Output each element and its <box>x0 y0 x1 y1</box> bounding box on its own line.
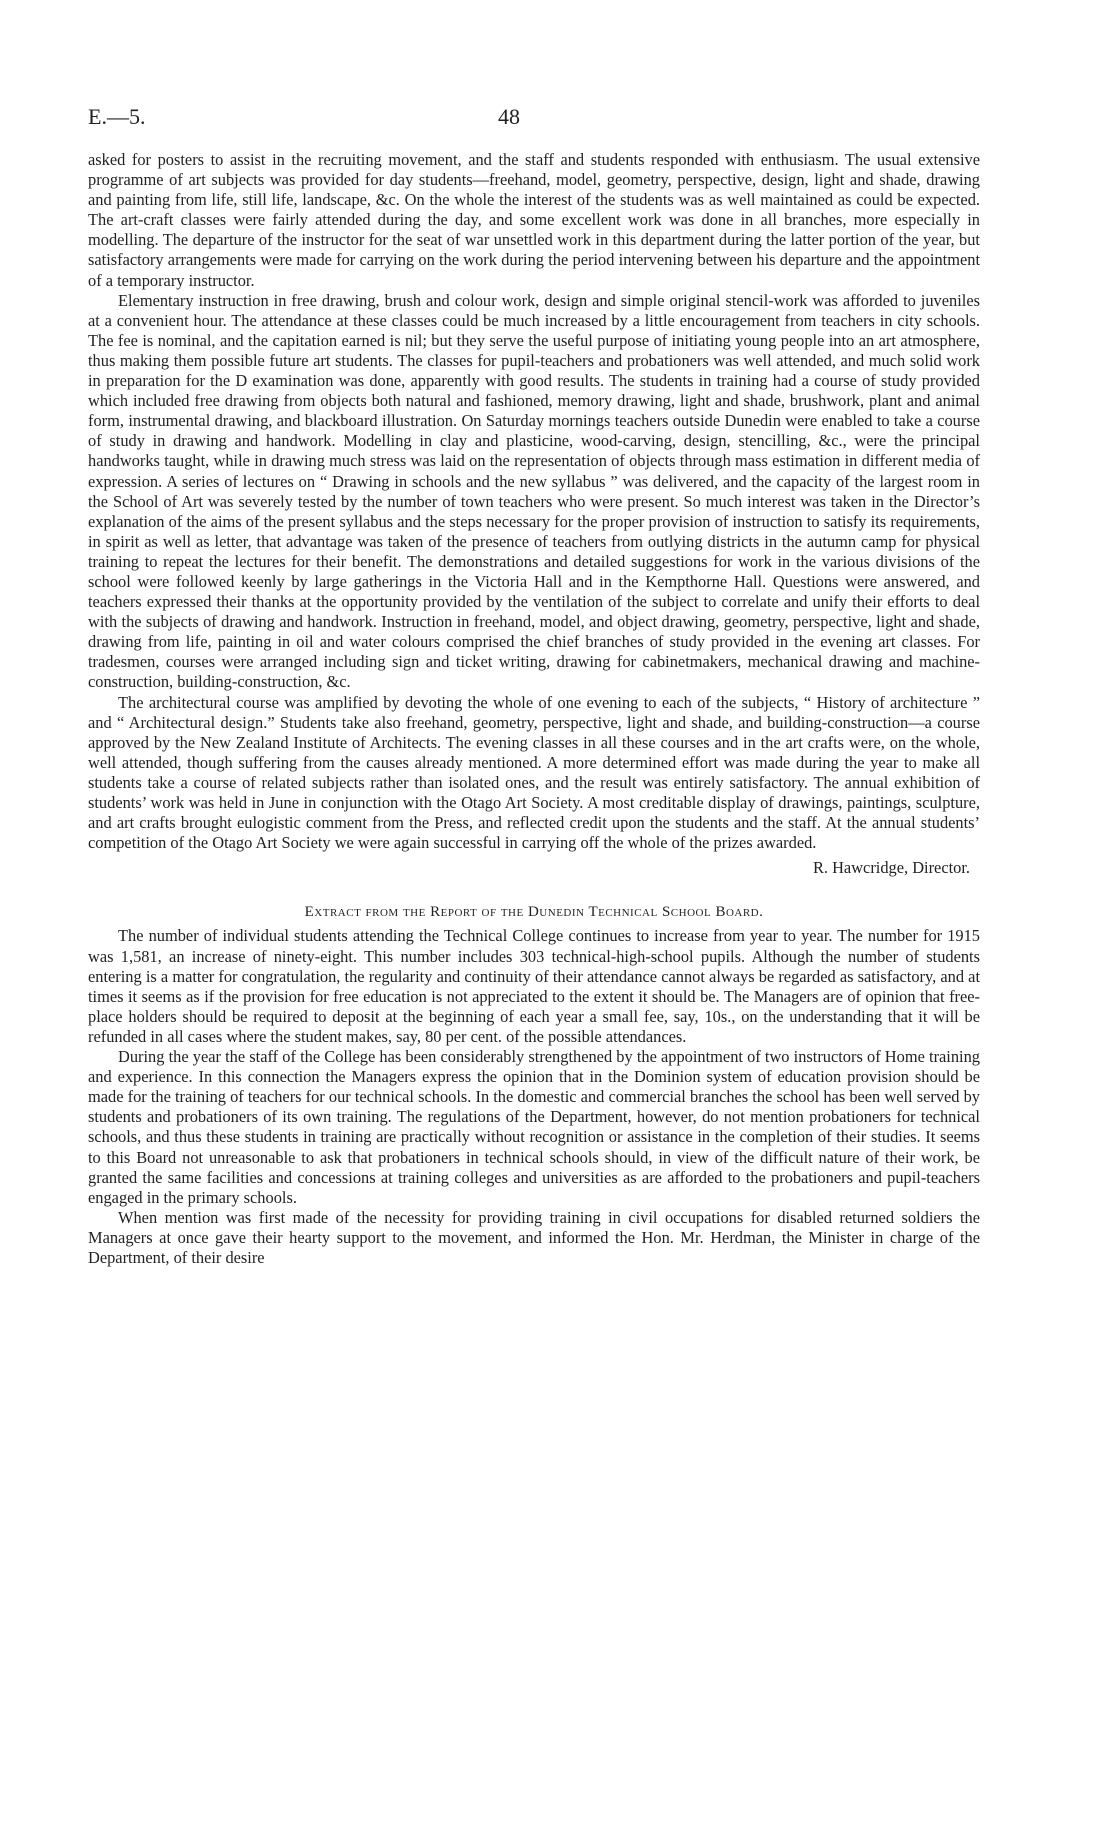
paragraph: The architectural course was amplified by devoting the whole of one evening to each of the subjects, “ History of architecture ” and “ Architectural design.” Students take also freehand, geometry, perspective, light and shade, and building-construction—a course approved by the New Zealand Institute of Architects. The evening classes in all these courses and in the art crafts were, on the whole, well attended, though suffering from the causes already mentioned. A more determined effort was made during the year to make all students take a course of related subjects rather than isolated ones, and the result was entirely satisfactory. The annual exhibition of students’ work was held in June in conjunction with the Otago Art Society. A most creditable display of drawings, paintings, sculpture, and art crafts brought eulogistic comment from the Press, and reflected credit upon the students and the staff. At the annual students’ competition of the Otago Art Society we were again successful in carrying off the whole of the prizes awarded. <box>88 692 980 853</box>
section-heading: Extract from the Report of the Dunedin Technical School Board. <box>304 904 764 921</box>
document-reference: E.—5. <box>88 104 146 129</box>
paragraph: Elementary instruction in free drawing, brush and colour work, design and simple original stencil-work was afforded to juveniles at a convenient hour. The attendance at these classes could be much increased by a little encouragement from teachers in city schools. The fee is nominal, and the capitation earned is nil; but they serve the useful purpose of initiating young people into an art atmosphere, thus making them possible future art students. The classes for pupil-teachers and probationers was well attended, and much solid work in preparation for the D examination was done, apparently with good results. The students in training had a course of study provided which included free drawing from objects both natural and fashioned, memory drawing, light and shade, brushwork, plant and animal form, instrumental drawing, and blackboard illustration. On Saturday mornings teachers outside Dunedin were enabled to take a course of study in drawing and handwork. Modelling in clay and plasticine, wood-carving, design, stencilling, &c., were the principal handworks taught, while in drawing much stress was laid on the representation of objects through mass estimation in different media of expression. A series of lectures on “ Drawing in schools and the new syllabus ” was delivered, and the capacity of the largest room in the School of Art was severely tested by the number of town teachers who were present. So much interest was taken in the Director’s explanation of the aims of the present syllabus and the steps necessary for the proper provision of instruction to satisfy its requirements, in spirit as well as letter, that advantage was taken of the presence of teachers from outlying districts in the autumn camp for physical training to repeat the lectures for their benefit. The demonstrations and detailed suggestions for work in the various divisions of the school were followed keenly by large gatherings in the Victoria Hall and in the Kempthorne Hall. Questions were answered, and teachers expressed their thanks at the opportunity provided by the ventilation of the subject to correlate and unify their efforts to deal with the subjects of drawing and handwork. Instruction in freehand, model, and object drawing, geometry, perspective, light and shade, drawing from life, painting in oil and water colours comprised the chief branches of study provided in the evening art classes. For tradesmen, courses were arranged including sign and ticket writing, drawing for cabinetmakers, mechanical drawing and machine-construction, building-construction, &c. <box>88 290 980 692</box>
paragraph: When mention was first made of the necessity for providing training in civil occupations for disabled returned soldiers the Managers at once gave their hearty support to the movement, and informed the Hon. Mr. Herdman, the Minister in charge of the Department, of their desire <box>88 1207 980 1267</box>
paragraph: asked for posters to assist in the recruiting movement, and the staff and students responded with enthusiasm. The usual extensive programme of art subjects was provided for day students—freehand, model, geometry, perspective, design, light and shade, drawing and painting from life, still life, landscape, &c. On the whole the interest of the students was as well maintained as could be expected. The art-craft classes were fairly attended during the day, and some excellent work was done in all branches, more especially in modelling. The departure of the instructor for the seat of war unsettled work in this department during the latter portion of the year, but satisfactory arrangements were made for carrying on the work during the period intervening between his departure and the appointment of a temporary instructor. <box>88 150 980 290</box>
page-number: 48 <box>498 104 520 129</box>
director-signature: R. Hawcridge, Director. <box>812 858 970 878</box>
paragraph: The number of individual students attending the Technical College continues to increase from year to year. The number for 1915 was 1,581, an increase of ninety-eight. This number includes 303 technical-high-school pupils. Although the number of students entering is a matter for congratulation, the regularity and continuity of their attendance cannot always be regarded as satisfactory, and at times it seems as if the provision for free education is not appreciated to the extent it should be. The Managers are of opinion that free-place holders should be required to deposit at the beginning of each year a small fee, say, 10s., on the understanding that it will be refunded in all cases where the student makes, say, 80 per cent. of the possible attendances. <box>88 926 980 1046</box>
page-header <box>88 104 978 134</box>
paragraph: During the year the staff of the College has been considerably strengthened by the appointment of two instructors of Home training and experience. In this connection the Managers express the opinion that in the Dominion system of education provision should be made for the training of teachers for our technical schools. In the domestic and commercial branches the school has been well served by students and probationers of its own training. The regulations of the Department, however, do not mention probationers for technical schools, and thus these students in training are practically without recognition or assistance in the completion of their studies. It seems to this Board not unreasonable to ask that probationers in technical schools should, in view of the difficult nature of their work, be granted the same facilities and concessions at training colleges and universities as are afforded to the probationers and pupil-teachers engaged in the primary schools. <box>88 1047 980 1207</box>
document-body <box>88 150 980 1268</box>
